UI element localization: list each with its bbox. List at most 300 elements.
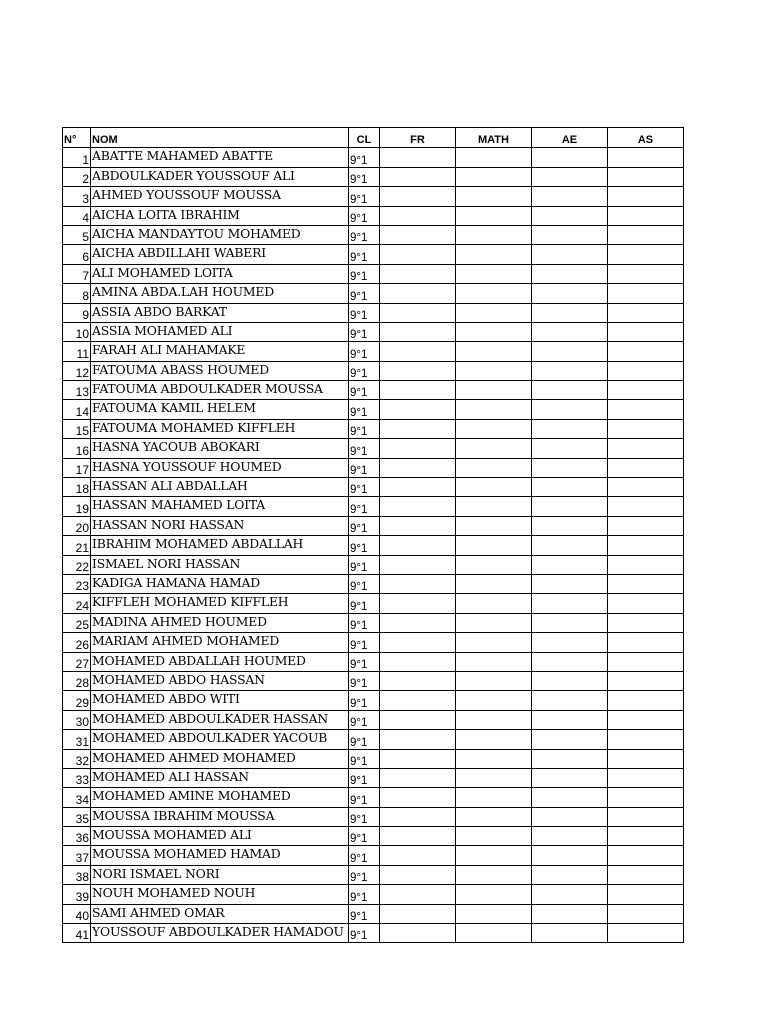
- grade-math-cell[interactable]: [456, 361, 532, 380]
- grade-ae-cell[interactable]: [532, 846, 608, 865]
- grade-as-cell[interactable]: [608, 652, 684, 671]
- grade-math-cell[interactable]: [456, 225, 532, 244]
- grade-ae-cell[interactable]: [532, 924, 608, 943]
- row-number: 28: [63, 671, 91, 690]
- class-list-table: [62, 127, 684, 943]
- class-code: 9°1: [349, 613, 380, 632]
- grade-fr-cell[interactable]: [380, 710, 456, 729]
- class-code: 9°1: [349, 381, 380, 400]
- grade-fr-cell[interactable]: [380, 691, 456, 710]
- grade-fr-cell[interactable]: [380, 730, 456, 749]
- grade-math-cell[interactable]: [456, 671, 532, 690]
- class-code: 9°1: [349, 768, 380, 787]
- grade-as-cell[interactable]: [608, 536, 684, 555]
- table-row: [63, 924, 684, 943]
- grade-as-cell[interactable]: [608, 749, 684, 768]
- grade-as-cell[interactable]: [608, 264, 684, 283]
- grade-ae-cell[interactable]: [532, 381, 608, 400]
- grade-fr-cell[interactable]: [380, 865, 456, 884]
- student-name: NORI ISMAEL NORI: [91, 865, 349, 884]
- row-number: 32: [63, 749, 91, 768]
- grade-fr-cell[interactable]: [380, 904, 456, 923]
- grade-math-cell[interactable]: [456, 187, 532, 206]
- class-code: 9°1: [349, 671, 380, 690]
- grade-math-cell[interactable]: [456, 516, 532, 535]
- grade-as-cell[interactable]: [608, 691, 684, 710]
- grade-ae-cell[interactable]: [532, 342, 608, 361]
- table-row: [63, 885, 684, 904]
- class-code: 9°1: [349, 439, 380, 458]
- table-row: [63, 788, 684, 807]
- row-number: 26: [63, 633, 91, 652]
- grade-as-cell[interactable]: [608, 148, 684, 167]
- grade-fr-cell[interactable]: [380, 245, 456, 264]
- grade-fr-cell[interactable]: [380, 342, 456, 361]
- student-name: FATOUMA KAMIL HELEM: [91, 400, 349, 419]
- grade-ae-cell[interactable]: [532, 303, 608, 322]
- table-row: [63, 865, 684, 884]
- row-number: 41: [63, 924, 91, 943]
- grade-ae-cell[interactable]: [532, 167, 608, 186]
- grade-ae-cell[interactable]: [532, 710, 608, 729]
- grade-math-cell[interactable]: [456, 555, 532, 574]
- row-number: 33: [63, 768, 91, 787]
- grade-ae-cell[interactable]: [532, 885, 608, 904]
- class-code: 9°1: [349, 827, 380, 846]
- student-name: FATOUMA ABDOULKADER MOUSSA: [91, 381, 349, 400]
- student-name: YOUSSOUF ABDOULKADER HAMADOU: [91, 924, 349, 943]
- header-as: AS: [608, 128, 684, 148]
- class-code: 9°1: [349, 458, 380, 477]
- class-code: 9°1: [349, 478, 380, 497]
- table-row: [63, 613, 684, 632]
- grade-fr-cell[interactable]: [380, 187, 456, 206]
- grade-as-cell[interactable]: [608, 730, 684, 749]
- student-name: ABATTE MAHAMED ABATTE: [91, 148, 349, 167]
- student-name: HASNA YACOUB ABOKARI: [91, 439, 349, 458]
- grade-math-cell[interactable]: [456, 400, 532, 419]
- grade-fr-cell[interactable]: [380, 846, 456, 865]
- student-name: AMINA ABDA.LAH HOUMED: [91, 284, 349, 303]
- grade-math-cell[interactable]: [456, 652, 532, 671]
- table-row: [63, 322, 684, 341]
- grade-fr-cell[interactable]: [380, 439, 456, 458]
- table-row: [63, 458, 684, 477]
- row-number: 30: [63, 710, 91, 729]
- grade-math-cell[interactable]: [456, 691, 532, 710]
- grade-ae-cell[interactable]: [532, 148, 608, 167]
- row-number: 13: [63, 381, 91, 400]
- grade-math-cell[interactable]: [456, 807, 532, 826]
- class-code: 9°1: [349, 536, 380, 555]
- grade-fr-cell[interactable]: [380, 594, 456, 613]
- grade-fr-cell[interactable]: [380, 400, 456, 419]
- grade-math-cell[interactable]: [456, 458, 532, 477]
- grade-math-cell[interactable]: [456, 303, 532, 322]
- grade-fr-cell[interactable]: [380, 885, 456, 904]
- row-number: 3: [63, 187, 91, 206]
- grade-as-cell[interactable]: [608, 284, 684, 303]
- grade-ae-cell[interactable]: [532, 613, 608, 632]
- grade-fr-cell[interactable]: [380, 206, 456, 225]
- grade-math-cell[interactable]: [456, 613, 532, 632]
- grade-fr-cell[interactable]: [380, 574, 456, 593]
- row-number: 23: [63, 574, 91, 593]
- header-fr: FR: [380, 128, 456, 148]
- grade-as-cell[interactable]: [608, 322, 684, 341]
- table-row: [63, 284, 684, 303]
- grade-ae-cell[interactable]: [532, 187, 608, 206]
- grade-as-cell[interactable]: [608, 439, 684, 458]
- header-cl: CL: [349, 128, 380, 148]
- grade-math-cell[interactable]: [456, 710, 532, 729]
- grade-ae-cell[interactable]: [532, 904, 608, 923]
- grade-ae-cell[interactable]: [532, 400, 608, 419]
- grade-as-cell[interactable]: [608, 710, 684, 729]
- row-number: 29: [63, 691, 91, 710]
- student-name: NOUH MOHAMED NOUH: [91, 885, 349, 904]
- row-number: 15: [63, 419, 91, 438]
- grade-as-cell[interactable]: [608, 846, 684, 865]
- grade-as-cell[interactable]: [608, 342, 684, 361]
- grade-math-cell[interactable]: [456, 885, 532, 904]
- grade-fr-cell[interactable]: [380, 381, 456, 400]
- student-name: IBRAHIM MOHAMED ABDALLAH: [91, 536, 349, 555]
- grade-fr-cell[interactable]: [380, 284, 456, 303]
- grade-ae-cell[interactable]: [532, 322, 608, 341]
- class-code: 9°1: [349, 225, 380, 244]
- grade-ae-cell[interactable]: [532, 768, 608, 787]
- table-row: [63, 768, 684, 787]
- grade-math-cell[interactable]: [456, 788, 532, 807]
- grade-fr-cell[interactable]: [380, 536, 456, 555]
- grade-fr-cell[interactable]: [380, 303, 456, 322]
- grade-ae-cell[interactable]: [532, 730, 608, 749]
- grade-as-cell[interactable]: [608, 167, 684, 186]
- table-row: [63, 264, 684, 283]
- class-code: 9°1: [349, 865, 380, 884]
- grade-ae-cell[interactable]: [532, 827, 608, 846]
- student-name: ALI MOHAMED LOITA: [91, 264, 349, 283]
- grade-ae-cell[interactable]: [532, 361, 608, 380]
- student-name: MADINA AHMED HOUMED: [91, 613, 349, 632]
- student-name: MOUSSA MOHAMED ALI: [91, 827, 349, 846]
- grade-fr-cell[interactable]: [380, 167, 456, 186]
- row-number: 5: [63, 225, 91, 244]
- grade-fr-cell[interactable]: [380, 613, 456, 632]
- grade-as-cell[interactable]: [608, 361, 684, 380]
- table-row: [63, 730, 684, 749]
- grade-fr-cell[interactable]: [380, 148, 456, 167]
- table-row: [63, 671, 684, 690]
- table-row: [63, 807, 684, 826]
- grade-as-cell[interactable]: [608, 788, 684, 807]
- grade-ae-cell[interactable]: [532, 516, 608, 535]
- row-number: 39: [63, 885, 91, 904]
- row-number: 38: [63, 865, 91, 884]
- student-name: MOHAMED ABDO WITI: [91, 691, 349, 710]
- grade-ae-cell[interactable]: [532, 749, 608, 768]
- table-row: [63, 167, 684, 186]
- grade-ae-cell[interactable]: [532, 439, 608, 458]
- grade-ae-cell[interactable]: [532, 807, 608, 826]
- grade-fr-cell[interactable]: [380, 807, 456, 826]
- header-row: [63, 128, 684, 148]
- grade-math-cell[interactable]: [456, 924, 532, 943]
- table-row: [63, 478, 684, 497]
- grade-as-cell[interactable]: [608, 807, 684, 826]
- grade-fr-cell[interactable]: [380, 516, 456, 535]
- grade-math-cell[interactable]: [456, 749, 532, 768]
- grade-as-cell[interactable]: [608, 574, 684, 593]
- student-name: MOHAMED AMINE MOHAMED: [91, 788, 349, 807]
- grade-math-cell[interactable]: [456, 730, 532, 749]
- grade-fr-cell[interactable]: [380, 633, 456, 652]
- grade-as-cell[interactable]: [608, 594, 684, 613]
- grade-ae-cell[interactable]: [532, 206, 608, 225]
- table-row: [63, 574, 684, 593]
- student-name: MOHAMED ABDO HASSAN: [91, 671, 349, 690]
- row-number: 22: [63, 555, 91, 574]
- grade-ae-cell[interactable]: [532, 419, 608, 438]
- grade-as-cell[interactable]: [608, 516, 684, 535]
- grade-as-cell[interactable]: [608, 478, 684, 497]
- class-code: 9°1: [349, 885, 380, 904]
- row-number: 7: [63, 264, 91, 283]
- grade-fr-cell[interactable]: [380, 361, 456, 380]
- grade-as-cell[interactable]: [608, 924, 684, 943]
- table-row: [63, 536, 684, 555]
- grade-math-cell[interactable]: [456, 594, 532, 613]
- grade-math-cell[interactable]: [456, 574, 532, 593]
- grade-ae-cell[interactable]: [532, 865, 608, 884]
- grade-fr-cell[interactable]: [380, 264, 456, 283]
- grade-fr-cell[interactable]: [380, 555, 456, 574]
- student-name: HASSAN NORI HASSAN: [91, 516, 349, 535]
- student-name: ASSIA ABDO BARKAT: [91, 303, 349, 322]
- grade-as-cell[interactable]: [608, 827, 684, 846]
- row-number: 34: [63, 788, 91, 807]
- class-code: 9°1: [349, 187, 380, 206]
- row-number: 4: [63, 206, 91, 225]
- student-name: AICHA MANDAYTOU MOHAMED: [91, 225, 349, 244]
- row-number: 31: [63, 730, 91, 749]
- grade-ae-cell[interactable]: [532, 284, 608, 303]
- student-name: ASSIA MOHAMED ALI: [91, 322, 349, 341]
- grade-math-cell[interactable]: [456, 497, 532, 516]
- student-name: FARAH ALI MAHAMAKE: [91, 342, 349, 361]
- row-number: 16: [63, 439, 91, 458]
- header-nom: NOM: [91, 128, 349, 148]
- grade-math-cell[interactable]: [456, 904, 532, 923]
- grade-as-cell[interactable]: [608, 555, 684, 574]
- table-row: [63, 419, 684, 438]
- grade-math-cell[interactable]: [456, 206, 532, 225]
- student-name: MOHAMED ABDALLAH HOUMED: [91, 652, 349, 671]
- student-name: MOHAMED ALI HASSAN: [91, 768, 349, 787]
- grade-ae-cell[interactable]: [532, 497, 608, 516]
- grade-ae-cell[interactable]: [532, 264, 608, 283]
- student-name: ABDOULKADER YOUSSOUF ALI: [91, 167, 349, 186]
- student-name: AICHA ABDILLAHI WABERI: [91, 245, 349, 264]
- row-number: 40: [63, 904, 91, 923]
- grade-fr-cell[interactable]: [380, 768, 456, 787]
- class-code: 9°1: [349, 148, 380, 167]
- grade-fr-cell[interactable]: [380, 924, 456, 943]
- class-code: 9°1: [349, 691, 380, 710]
- grade-fr-cell[interactable]: [380, 652, 456, 671]
- class-code: 9°1: [349, 245, 380, 264]
- class-code: 9°1: [349, 264, 380, 283]
- grade-math-cell[interactable]: [456, 322, 532, 341]
- grade-as-cell[interactable]: [608, 458, 684, 477]
- grade-ae-cell[interactable]: [532, 458, 608, 477]
- grade-math-cell[interactable]: [456, 381, 532, 400]
- table-row: [63, 381, 684, 400]
- grade-ae-cell[interactable]: [532, 652, 608, 671]
- grade-as-cell[interactable]: [608, 419, 684, 438]
- class-code: 9°1: [349, 749, 380, 768]
- class-code: 9°1: [349, 846, 380, 865]
- grade-math-cell[interactable]: [456, 342, 532, 361]
- grade-fr-cell[interactable]: [380, 497, 456, 516]
- student-name: MOHAMED ABDOULKADER HASSAN: [91, 710, 349, 729]
- grade-math-cell[interactable]: [456, 167, 532, 186]
- table-row: [63, 303, 684, 322]
- table-row: [63, 225, 684, 244]
- grade-fr-cell[interactable]: [380, 788, 456, 807]
- grade-as-cell[interactable]: [608, 497, 684, 516]
- grade-as-cell[interactable]: [608, 904, 684, 923]
- grade-math-cell[interactable]: [456, 633, 532, 652]
- grade-math-cell[interactable]: [456, 439, 532, 458]
- header-ae: AE: [532, 128, 608, 148]
- grade-math-cell[interactable]: [456, 768, 532, 787]
- grade-as-cell[interactable]: [608, 633, 684, 652]
- row-number: 8: [63, 284, 91, 303]
- grade-fr-cell[interactable]: [380, 225, 456, 244]
- grade-math-cell[interactable]: [456, 419, 532, 438]
- student-name: HASSAN ALI ABDALLAH: [91, 478, 349, 497]
- grade-ae-cell[interactable]: [532, 788, 608, 807]
- class-code: 9°1: [349, 710, 380, 729]
- grade-as-cell[interactable]: [608, 225, 684, 244]
- grade-fr-cell[interactable]: [380, 827, 456, 846]
- grade-ae-cell[interactable]: [532, 536, 608, 555]
- grade-as-cell[interactable]: [608, 865, 684, 884]
- row-number: 6: [63, 245, 91, 264]
- class-code: 9°1: [349, 419, 380, 438]
- grade-as-cell[interactable]: [608, 400, 684, 419]
- row-number: 17: [63, 458, 91, 477]
- grade-as-cell[interactable]: [608, 187, 684, 206]
- grade-as-cell[interactable]: [608, 303, 684, 322]
- class-code: 9°1: [349, 516, 380, 535]
- student-name: HASSAN MAHAMED LOITA: [91, 497, 349, 516]
- student-name: FATOUMA ABASS HOUMED: [91, 361, 349, 380]
- table-row: [63, 904, 684, 923]
- grade-as-cell[interactable]: [608, 381, 684, 400]
- student-name: HASNA YOUSSOUF HOUMED: [91, 458, 349, 477]
- class-code: 9°1: [349, 730, 380, 749]
- row-number: 35: [63, 807, 91, 826]
- grade-fr-cell[interactable]: [380, 671, 456, 690]
- grade-as-cell[interactable]: [608, 671, 684, 690]
- grade-ae-cell[interactable]: [532, 225, 608, 244]
- grade-math-cell[interactable]: [456, 264, 532, 283]
- table-row: [63, 361, 684, 380]
- grade-math-cell[interactable]: [456, 536, 532, 555]
- grade-ae-cell[interactable]: [532, 594, 608, 613]
- grade-as-cell[interactable]: [608, 245, 684, 264]
- class-code: 9°1: [349, 322, 380, 341]
- header-math: MATH: [456, 128, 532, 148]
- grade-math-cell[interactable]: [456, 148, 532, 167]
- class-code: 9°1: [349, 400, 380, 419]
- student-name: KADIGA HAMANA HAMAD: [91, 574, 349, 593]
- student-name: MOUSSA IBRAHIM MOUSSA: [91, 807, 349, 826]
- table-row: [63, 652, 684, 671]
- grade-math-cell[interactable]: [456, 827, 532, 846]
- class-code: 9°1: [349, 652, 380, 671]
- table-row: [63, 846, 684, 865]
- grade-ae-cell[interactable]: [532, 245, 608, 264]
- grade-ae-cell[interactable]: [532, 691, 608, 710]
- grade-as-cell[interactable]: [608, 885, 684, 904]
- table-row: [63, 148, 684, 167]
- row-number: 19: [63, 497, 91, 516]
- grade-math-cell[interactable]: [456, 865, 532, 884]
- table-row: [63, 827, 684, 846]
- student-name: MOUSSA MOHAMED HAMAD: [91, 846, 349, 865]
- grade-ae-cell[interactable]: [532, 633, 608, 652]
- student-name: KIFFLEH MOHAMED KIFFLEH: [91, 594, 349, 613]
- table-row: [63, 594, 684, 613]
- grade-ae-cell[interactable]: [532, 478, 608, 497]
- row-number: 9: [63, 303, 91, 322]
- grade-as-cell[interactable]: [608, 613, 684, 632]
- grade-fr-cell[interactable]: [380, 478, 456, 497]
- row-number: 20: [63, 516, 91, 535]
- table-row: [63, 516, 684, 535]
- grade-ae-cell[interactable]: [532, 555, 608, 574]
- grade-ae-cell[interactable]: [532, 671, 608, 690]
- grade-as-cell[interactable]: [608, 768, 684, 787]
- grade-math-cell[interactable]: [456, 846, 532, 865]
- row-number: 1: [63, 148, 91, 167]
- table-row: [63, 400, 684, 419]
- grade-ae-cell[interactable]: [532, 574, 608, 593]
- row-number: 37: [63, 846, 91, 865]
- grade-as-cell[interactable]: [608, 206, 684, 225]
- class-code: 9°1: [349, 807, 380, 826]
- table-row: [63, 245, 684, 264]
- grade-fr-cell[interactable]: [380, 419, 456, 438]
- grade-math-cell[interactable]: [456, 478, 532, 497]
- grade-math-cell[interactable]: [456, 245, 532, 264]
- table-row: [63, 749, 684, 768]
- grade-fr-cell[interactable]: [380, 749, 456, 768]
- grade-math-cell[interactable]: [456, 284, 532, 303]
- grade-fr-cell[interactable]: [380, 458, 456, 477]
- row-number: 2: [63, 167, 91, 186]
- grade-fr-cell[interactable]: [380, 322, 456, 341]
- table-row: [63, 710, 684, 729]
- header-num: N°: [63, 128, 91, 148]
- class-code: 9°1: [349, 924, 380, 943]
- student-name: FATOUMA MOHAMED KIFFLEH: [91, 419, 349, 438]
- table-row: [63, 206, 684, 225]
